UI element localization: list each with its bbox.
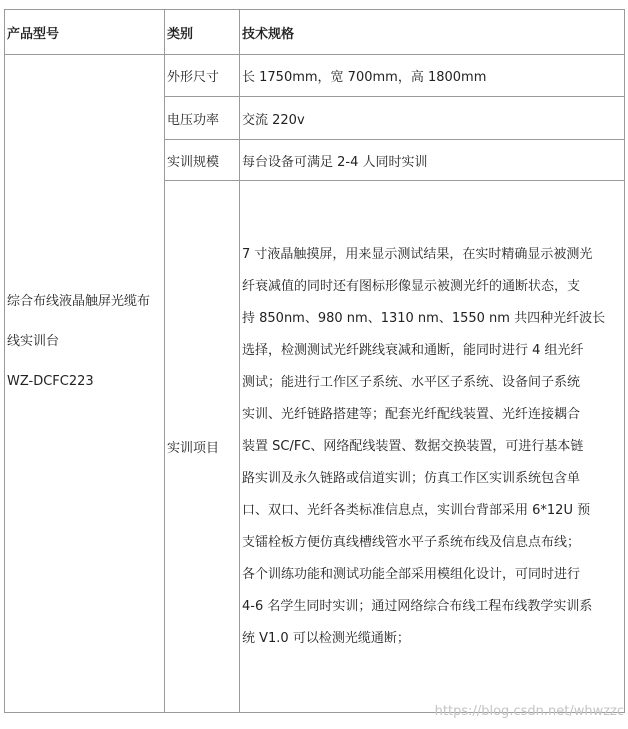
- table-row: [5, 55, 625, 97]
- model-line: WZ-DCFC223: [7, 373, 94, 389]
- header-row: [5, 10, 625, 55]
- description-line: 7 寸液晶触摸屏，用来显示测试结果，在实时精确显示被测光: [242, 246, 593, 262]
- spec-cell: 每台设备可满足 2-4 人同时实训: [240, 140, 625, 181]
- description-line: 口、双口、光纤各类标准信息点，实训台背部采用 6*12U 预: [242, 502, 591, 518]
- model-line: 综合布线液晶触屏光缆布: [7, 293, 151, 309]
- description-line: 支镭栓板方便仿真线槽线管水平子系统布线及信息点布线；: [242, 534, 581, 550]
- description-line: 4-6 名学生同时实训；通过网络综合布线工程布线教学实训系: [242, 598, 593, 614]
- watermark: https://blog.csdn.net/whwzzc: [434, 704, 624, 719]
- model-line: 线实训台: [7, 333, 60, 349]
- category-cell: 实训规模: [165, 140, 240, 181]
- description-line: 测试；能进行工作区子系统、水平区子系统、设备间子系统: [242, 374, 581, 390]
- description-line: 路实训及永久链路或信道实训；仿真工作区实训系统包含单: [242, 470, 581, 486]
- header-model: 产品型号: [5, 10, 165, 55]
- description-line: 选择，检测测试光纤跳线衰减和通断，能同时进行 4 组光纤: [242, 342, 584, 358]
- spec-cell: 交流 220v: [240, 97, 625, 140]
- description-line: 持 850nm、980 nm、1310 nm、1550 nm 共四种光纤波长: [242, 310, 606, 326]
- description-line: 实训、光纤链路搭建等；配套光纤配线装置、光纤连接耦合: [242, 406, 581, 422]
- model-cell: [5, 55, 165, 713]
- header-spec: 技术规格: [240, 10, 625, 55]
- project-description-cell: [240, 181, 625, 713]
- description-line: 纤衰减值的同时还有图标形像显示被测光纤的通断状态，支: [242, 278, 581, 294]
- category-cell: 电压功率: [165, 97, 240, 140]
- header-category: 类别: [165, 10, 240, 55]
- description-line: 装置 SC/FC、网络配线装置、数据交换装置，可进行基本链: [242, 438, 584, 454]
- spec-table: [4, 9, 625, 713]
- description-line: 统 V1.0 可以检测光缆通断；: [242, 630, 410, 646]
- description-line: 各个训练功能和测试功能全部采用模组化设计，可同时进行: [242, 566, 581, 582]
- spec-cell: 长 1750mm，宽 700mm，高 1800mm: [240, 55, 625, 97]
- category-cell: 外形尺寸: [165, 55, 240, 97]
- category-cell: 实训项目: [165, 181, 240, 713]
